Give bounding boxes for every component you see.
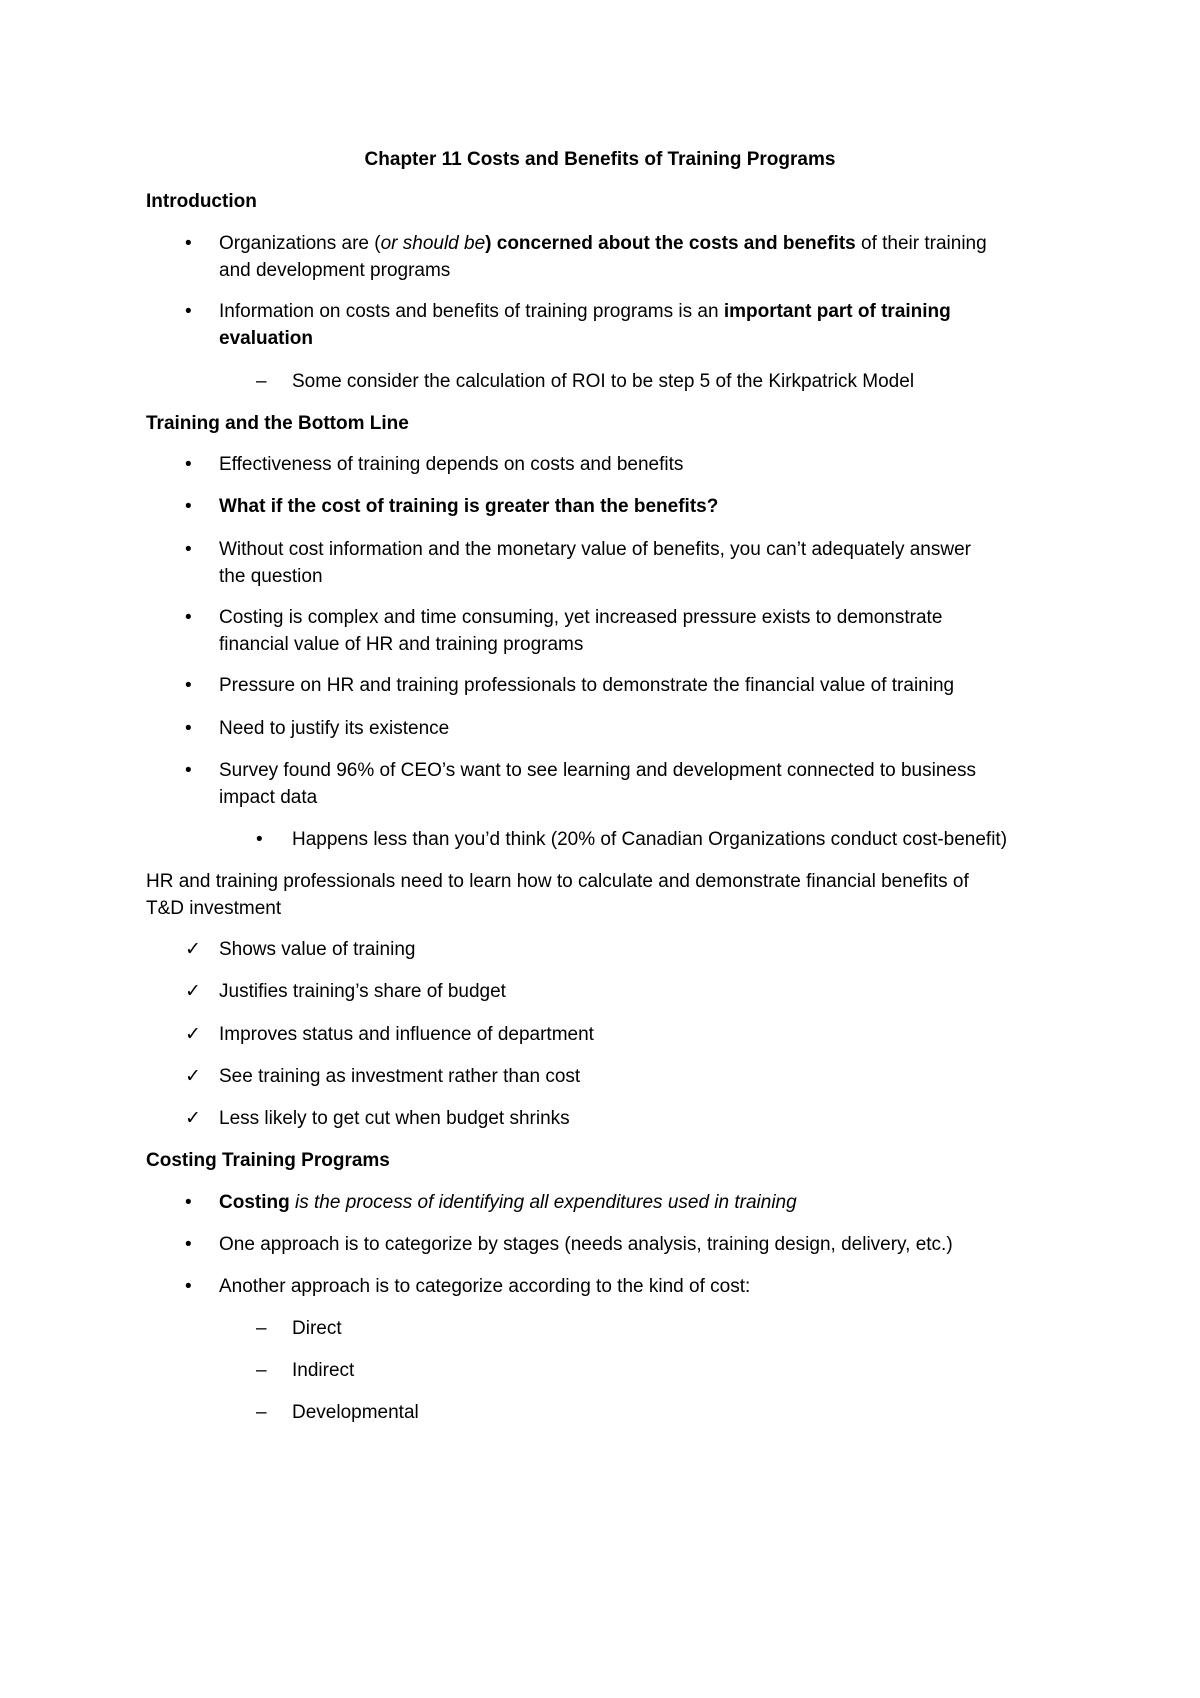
text-run: Information on costs and benefits of training programs is an <box>219 301 724 322</box>
intro-bullet-1-cont: and development programs <box>219 260 451 281</box>
checkmark-icon: ✓ <box>185 1066 201 1087</box>
cost-type-item: Developmental <box>292 1402 419 1423</box>
text-run: of their training <box>855 233 987 254</box>
bottom-line-bullet-7: Survey found 96% of CEO’s want to see learning and development connected to business <box>219 760 976 781</box>
bullet-marker: • <box>185 233 192 254</box>
check-item: Less likely to get cut when budget shrinks <box>219 1108 570 1129</box>
cost-type-item: Indirect <box>292 1360 355 1381</box>
text-run-italic: is the process of identifying all expenditures used in training <box>289 1192 797 1213</box>
bottom-line-bullet-5: Pressure on HR and training professionals to demonstrate the financial value of training <box>219 675 955 696</box>
bullet-marker: • <box>185 1276 192 1297</box>
bottom-line-bullet-4-cont: financial value of HR and training programs <box>219 634 584 655</box>
bullet-marker: • <box>185 718 192 739</box>
bottom-line-bullet-3: Without cost information and the monetary value of benefits, you can’t adequately answer <box>219 539 971 560</box>
bottom-line-bullet-7-cont: impact data <box>219 787 318 808</box>
bottom-line-bullet-6: Need to justify its existence <box>219 718 450 739</box>
hr-paragraph-cont: T&D investment <box>146 898 282 919</box>
checkmark-icon: ✓ <box>185 939 201 960</box>
bullet-marker: • <box>185 539 192 560</box>
section-heading-bottom-line: Training and the Bottom Line <box>146 413 409 434</box>
bullet-marker: • <box>185 607 192 628</box>
dash-marker: – <box>256 1402 267 1423</box>
bullet-marker: • <box>185 1234 192 1255</box>
dash-marker: – <box>256 1318 267 1339</box>
bottom-line-bullet-4: Costing is complex and time consuming, yet increased pressure exists to demonstrate <box>219 607 943 628</box>
intro-bullet-2-cont: evaluation <box>219 328 313 349</box>
checkmark-icon: ✓ <box>185 1108 201 1129</box>
text-run-italic: or should be <box>380 233 486 254</box>
check-item: See training as investment rather than cost <box>219 1066 581 1087</box>
bottom-line-bullet-1: Effectiveness of training depends on costs and benefits <box>219 454 684 475</box>
costing-bullet-2: One approach is to categorize by stages (needs analysis, training design, delivery, etc.) <box>219 1234 953 1255</box>
text-run-bold: Costing <box>219 1192 290 1213</box>
checkmark-icon: ✓ <box>185 981 201 1002</box>
page-title: Chapter 11 Costs and Benefits of Training Programs <box>364 149 836 170</box>
checkmark-icon: ✓ <box>185 1024 201 1045</box>
hr-paragraph: HR and training professionals need to learn how to calculate and demonstrate financial benefits of <box>146 871 969 892</box>
dash-marker: – <box>256 1360 267 1381</box>
bullet-marker: • <box>185 496 192 517</box>
dash-marker: – <box>256 371 267 392</box>
bottom-line-subitem: Happens less than you’d think (20% of Canadian Organizations conduct cost-benefit) <box>292 829 1008 850</box>
text-run-bold: ) concerned about the costs and benefits <box>485 233 856 254</box>
section-heading-costing: Costing Training Programs <box>146 1150 390 1171</box>
bottom-line-bullet-3-cont: the question <box>219 566 323 587</box>
bullet-marker: • <box>185 760 192 781</box>
text-run: Organizations are ( <box>219 233 381 254</box>
costing-bullet-3: Another approach is to categorize according to the kind of cost: <box>219 1276 751 1297</box>
section-heading-introduction: Introduction <box>146 191 257 212</box>
check-item: Shows value of training <box>219 939 416 960</box>
intro-subitem: Some consider the calculation of ROI to be step 5 of the Kirkpatrick Model <box>292 371 915 392</box>
intro-bullet-1 <box>219 232 987 256</box>
bullet-marker: • <box>185 1192 192 1213</box>
bullet-marker: • <box>185 454 192 475</box>
costing-bullet-1 <box>219 1191 797 1215</box>
bullet-marker: • <box>256 829 263 850</box>
bullet-marker: • <box>185 675 192 696</box>
bottom-line-bullet-2: What if the cost of training is greater than the benefits? <box>219 496 719 517</box>
cost-type-item: Direct <box>292 1318 342 1339</box>
bullet-marker: • <box>185 301 192 322</box>
check-item: Justifies training’s share of budget <box>219 981 506 1002</box>
text-run-bold: important part of training <box>723 301 951 322</box>
check-item: Improves status and influence of department <box>219 1024 594 1045</box>
intro-bullet-2 <box>219 300 951 324</box>
